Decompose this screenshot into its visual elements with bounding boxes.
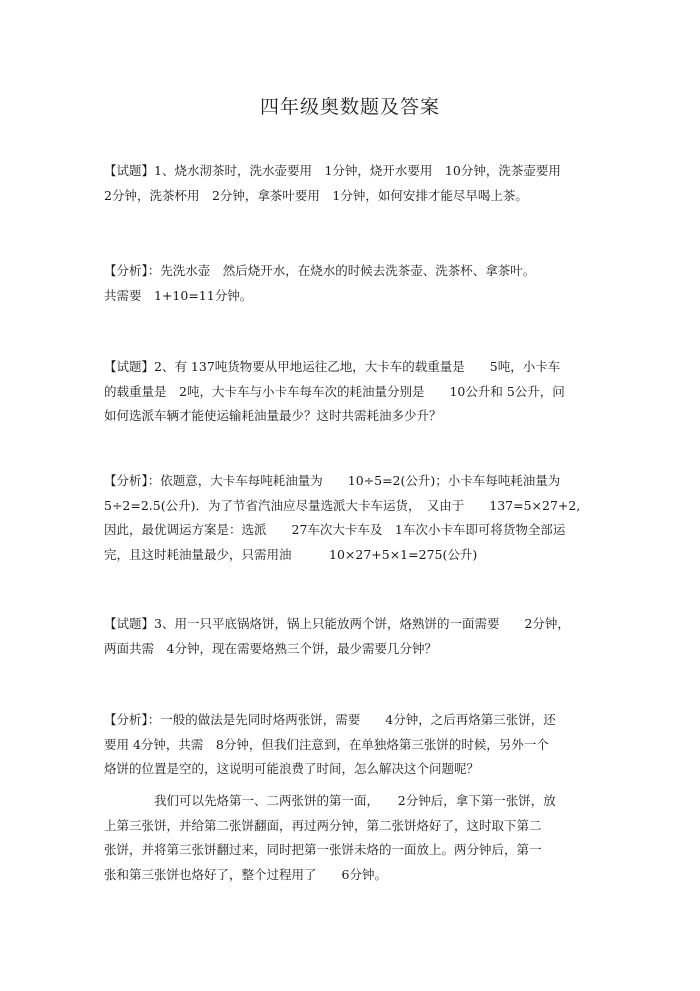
analysis-2-line-4: 完，且这时耗油量最少，只需用油 10×27+5×1=275(公升)	[104, 546, 478, 562]
analysis-2-line-2: 5÷2=2.5(公升)．为了节省汽油应尽量选派大卡车运货， 又由于 137=5×27+2,	[104, 497, 581, 513]
analysis-1-line-2: 共需要 1+10=11分钟。	[104, 287, 253, 303]
question-2-line-3: 如何选派车辆才能使运输耗油量最少？这时共需耗油多少升？	[104, 408, 442, 423]
question-2	[104, 355, 594, 429]
analysis-2	[104, 469, 594, 567]
analysis-2-line-1: 【分析】：依题意，大卡车每吨耗油量为 10÷5=2(公升)；小卡车每吨耗油量为	[104, 473, 561, 488]
page-title: 四年级奥数题及答案	[259, 96, 440, 118]
question-1	[104, 159, 594, 208]
analysis-3-line-1: 【分析】：一般的做法是先同时烙两张饼，需要 4分钟，之后再烙第三张饼，还	[104, 712, 556, 727]
question-1-line-1: 【试题】1、烧水沏茶时，洗水壶要用 1分钟，烧开水要用 10分钟，洗茶壶要用	[104, 163, 561, 178]
analysis-3-line-2: 要用 4分钟，共需 8分钟，但我们注意到，在单独烙第三张饼的时候，另外一个	[104, 736, 549, 752]
question-2-line-1: 【试题】2、有 137吨货物要从甲地运往乙地，大卡车的载重量是 5吨，小卡车	[104, 359, 561, 374]
explanation-paragraph	[104, 789, 594, 887]
question-3-line-1: 【试题】3、用一只平底锅烙饼，锅上只能放两个饼，烙熟饼的一面需要 2分钟，	[104, 616, 570, 631]
explanation-line-4: 张和第三张饼也烙好了，整个过程用了 6分钟。	[104, 866, 387, 882]
explanation-line-1: 我们可以先烙第一、二两张饼的第一面， 2分钟后，拿下第一张饼，放	[154, 793, 556, 808]
question-2-line-2: 的载重量是 2吨，大卡车与小卡车每车次的耗油量分别是 10公升和 5公升，问	[104, 383, 565, 399]
explanation-line-3: 张饼，并将第三张饼翻过来，同时把第一张饼未烙的一面放上。两分钟后，第一	[104, 842, 542, 857]
question-3-line-2: 两面共需 4分钟，现在需要烙熟三个饼，最少需要几分钟？	[104, 640, 437, 656]
analysis-1-line-1: 【分析】：先洗水壶 然后烧开水，在烧水的时候去洗茶壶、洗茶杯、拿茶叶。	[104, 263, 536, 278]
analysis-1	[104, 259, 594, 308]
analysis-2-line-3: 因此，最优调运方案是：选派 27车次大卡车及 1车次小卡车即可将货物全部运	[104, 522, 566, 537]
question-3	[104, 612, 594, 661]
analysis-3	[104, 708, 594, 782]
explanation-line-2: 上第三张饼，并给第二张饼翻面，再过两分钟，第二张饼烙好了，这时取下第二	[104, 817, 542, 833]
question-1-line-2: 2分钟，洗茶杯用 2分钟，拿茶叶要用 1分钟，如何安排才能尽早喝上茶。	[104, 187, 528, 203]
analysis-3-line-3: 烙饼的位置是空的，这说明可能浪费了时间，怎么解决这个问题呢？	[104, 761, 480, 776]
